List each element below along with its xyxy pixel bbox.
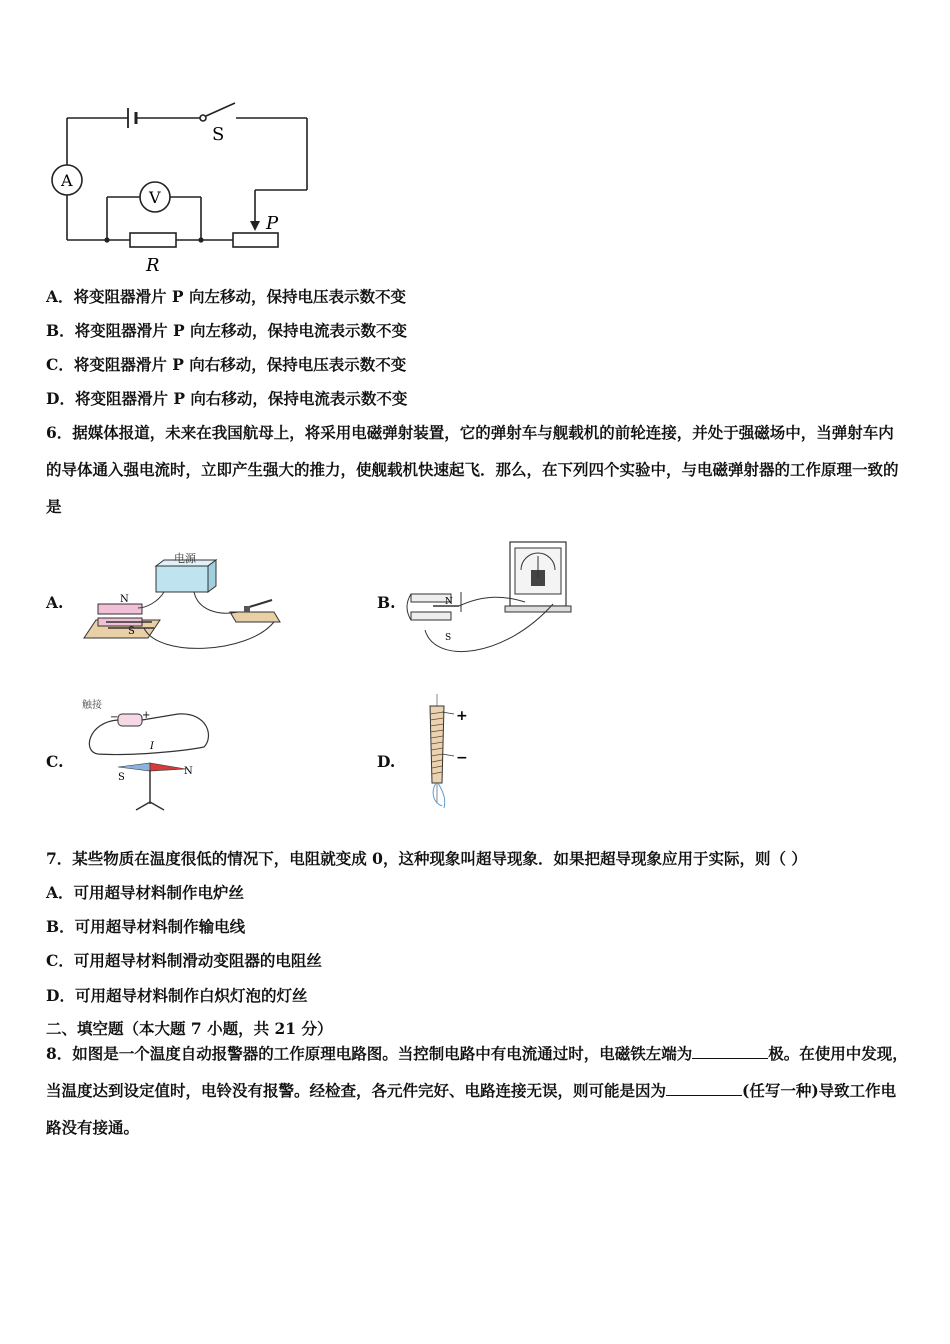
magnet-pole-s: S	[128, 626, 135, 637]
q8-blank-2[interactable]	[666, 1081, 742, 1096]
q6-option-b-label[interactable]: B.	[377, 593, 396, 612]
figure-c-oersted-experiment	[78, 692, 218, 822]
q8-part1: 8．如图是一个温度自动报警器的工作原理电路图。当控制电路中有电流通过时，电磁铁左端为	[46, 1044, 693, 1063]
q7-option-b[interactable]: B．可用超导材料制作输电线	[46, 917, 246, 936]
q5-option-b[interactable]: B．将变阻器滑片 P 向左移动，保持电流表示数不变	[46, 321, 408, 340]
q6-option-d-label[interactable]: D.	[377, 752, 396, 771]
q7-stem: 7．某些物质在温度很低的情况下，电阻就变成 0，这种现象叫超导现象．如果把超导现象应用于实际，则（ ）	[46, 849, 807, 868]
figure-b-generator-experiment	[405, 540, 575, 660]
slider-label: P	[266, 213, 279, 234]
figure-d-solenoid	[420, 688, 480, 813]
q6-stem: 6．据媒体报道，未来在我国航母上，将采用电磁弹射装置，它的弹射车与舰载机的前轮连接，并处于强磁场中，当弹射车内的导体通入强电流时，立即产生强大的推力，使舰载机快速起飞．那么，在下列四个实验中，与电磁弹射器的工作原理一致的是	[46, 423, 899, 516]
current-label: I	[150, 741, 154, 752]
magnet-pole-n: N	[120, 594, 129, 605]
voltmeter-label: V	[149, 188, 161, 207]
power-supply-label: 电源	[174, 552, 196, 565]
q6-option-a-label[interactable]: A.	[46, 593, 64, 612]
section-2-title: 二、填空题（本大题 7 小题，共 21 分）	[46, 1019, 333, 1038]
needle-pole-s: S	[118, 772, 125, 783]
magnet-b-pole-n: N	[445, 597, 453, 607]
q6-option-c-label[interactable]: C.	[46, 752, 64, 771]
q7-option-c[interactable]: C．可用超导材料制滑动变阻器的电阻丝	[46, 951, 322, 970]
q5-option-d[interactable]: D．将变阻器滑片 P 向右移动，保持电流表示数不变	[46, 389, 408, 408]
terminal-minus: −	[456, 750, 468, 766]
q8-part3: (任写一种)导致工作电路没有接通。	[46, 1081, 897, 1137]
q8-part2: 极。在使用中发现，当温度达到设定值时，电铃没有报警。经检查，各元件完好、电路连接无误，则可能是因为	[46, 1044, 908, 1100]
battery-plus: +	[142, 710, 151, 721]
battery-minus: −	[110, 712, 119, 723]
q8-text	[46, 1035, 908, 1146]
q8-blank-1[interactable]	[692, 1044, 768, 1059]
ammeter-label: A	[61, 171, 73, 190]
touch-label: 触接	[82, 700, 102, 711]
magnet-b-pole-s: S	[445, 633, 452, 643]
q5-option-c[interactable]: C．将变阻器滑片 P 向右移动，保持电压表示数不变	[46, 355, 407, 374]
resistor-label: R	[146, 255, 160, 276]
switch-label: S	[212, 124, 225, 145]
q7-option-d[interactable]: D．可用超导材料制作白炽灯泡的灯丝	[46, 986, 308, 1005]
circuit-diagram	[40, 95, 330, 280]
terminal-plus: +	[456, 708, 468, 724]
figure-a-rail-experiment	[78, 550, 288, 660]
q7-option-a[interactable]: A．可用超导材料制作电炉丝	[46, 883, 245, 902]
needle-pole-n: N	[184, 766, 193, 777]
q5-option-a[interactable]: A．将变阻器滑片 P 向左移动，保持电压表示数不变	[46, 287, 406, 306]
